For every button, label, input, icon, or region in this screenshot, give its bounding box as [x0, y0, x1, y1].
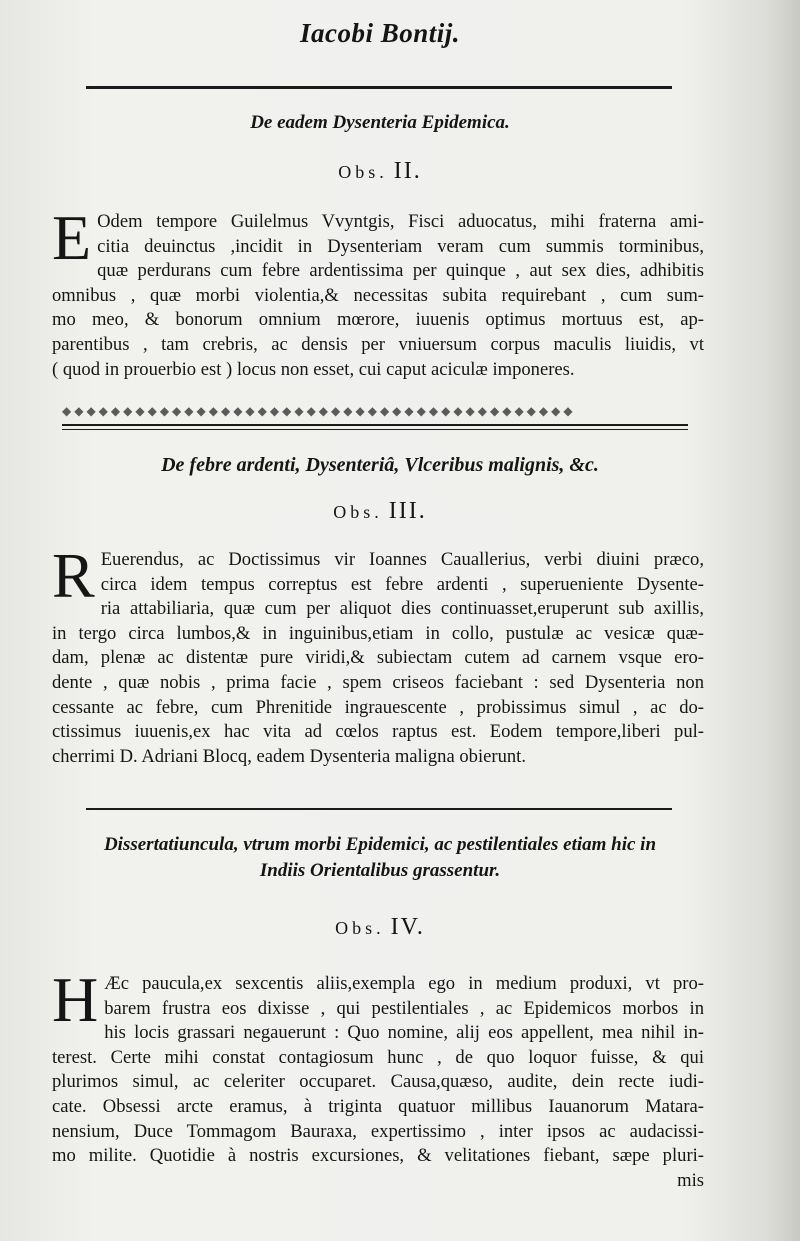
- paragraph-obs-2: [52, 202, 704, 382]
- text-line: ria attabiliaria, quæ cum per aliquot dies continuasset,eruperunt sub axillis,: [100, 598, 704, 620]
- section-title-line: Dissertatiuncula, vtrum morbi Epidemici, ac pestilentiales etiam hic in: [103, 834, 657, 855]
- text-line: in tergo circa lumbos,& in inguinibus,etiam in collo, pustulæ ac vesicæ quæ-: [52, 622, 704, 644]
- obs-number: IV.: [390, 914, 425, 940]
- text-line: mo meo, & bonorum omnium mœrore, iuuenis optimus mortuus est, ap-: [52, 309, 704, 331]
- obs-label: Obs.: [335, 918, 385, 938]
- obs-heading-3: [0, 498, 760, 525]
- section-rule: [86, 808, 672, 810]
- text-line: plurimos simul, ac celeriter occuparet. Causa,quæso, audite, dein recte iudi-: [52, 1071, 704, 1093]
- section-title-line: Indiis Orientalibus grassentur.: [259, 860, 501, 881]
- bleed-through-ornament: ◆◆◆◆◆◆◆◆◆◆◆◆◆◆◆◆◆◆◆◆◆◆◆◆◆◆◆◆◆◆◆◆◆◆◆◆◆◆◆◆◆◆: [62, 405, 576, 417]
- dropcap: E: [52, 202, 92, 273]
- text-line: Æc paucula,ex sexcentis aliis,exempla ego in medium produxi, vt pro-: [104, 973, 704, 994]
- text-line: cate. Obsessi arcte eramus, à triginta quatuor millibus Iauanorum Matara-: [52, 1095, 704, 1117]
- text-line: dam, plenæ ac distentæ pure viridi,& subiectam cutem ad carnem vsque ero-: [52, 647, 704, 669]
- text-line: mo milite. Quotidie à nostris excursiones, & velitationes fiebant, sæpe pluri-: [52, 1145, 704, 1167]
- text-line: Euerendus, ac Doctissimus vir Ioannes Cauallerius, verbi diuini præco,: [100, 549, 704, 570]
- text-line: barem frustra eos dixisse , qui pestilentiales , ac Epidemicos morbos in: [104, 997, 704, 1019]
- text-line: ( quod in prouerbio est ) locus non esset, cui caput aciculæ imponeres.: [52, 358, 575, 380]
- obs-number: III.: [388, 498, 427, 524]
- dropcap: H: [52, 964, 99, 1035]
- section-rule: [62, 424, 688, 426]
- catchword: mis: [677, 1169, 704, 1191]
- text-line: cessante ac febre, cum Phrenitide ingrauescente , probissimus simul , ac do-: [52, 696, 704, 718]
- obs-label: Obs.: [338, 162, 388, 182]
- text-line: Odem tempore Guilelmus Vvyntgis, Fisci aduocatus, mihi fraterna ami-: [97, 211, 704, 232]
- header-rule: [86, 86, 672, 89]
- text-line: cherrimi D. Adriani Blocq, eadem Dysenteria maligna obierunt.: [52, 745, 526, 767]
- text-line: omnibus , quæ morbi violentia,& necessitas subita requirebant , cum sum-: [52, 284, 704, 306]
- dropcap: R: [52, 540, 95, 611]
- section-title-obs-3: De febre ardenti, Dysenteriâ, Vlceribus malignis, &c.: [161, 454, 599, 476]
- section-title-obs-2: De eadem Dysenteria Epidemica.: [250, 112, 510, 133]
- text-line: citia deuinctus ,incidit in Dysenteriam veram cum summis torminibus,: [97, 235, 704, 257]
- text-line: his locis grassari negauerunt : Quo nomine, alij eos appellent, mea nihil in-: [104, 1022, 704, 1044]
- paragraph-obs-3: [52, 540, 704, 769]
- text-line: terest. Certe mihi constat contagiosum hunc , de quo loquor fuisse, & qui: [52, 1046, 704, 1068]
- text-line: ctissimus iuuenis,ex hac vita ad cœlos raptus est. Eodem tempore,liberi pul-: [52, 721, 704, 743]
- text-line: dente , quæ nobis , prima facie , spem criseos faciebant : sed Dysenteria non: [52, 671, 704, 693]
- obs-heading-2: [0, 158, 760, 185]
- text-line: circa idem tempus correptus est febre ardenti , superueniente Dysente-: [100, 573, 704, 595]
- paragraph-obs-4: [52, 964, 704, 1193]
- running-head: Iacobi Bontij.: [299, 18, 461, 48]
- obs-number: II.: [393, 158, 422, 184]
- obs-heading-4: [0, 914, 760, 941]
- obs-label: Obs.: [333, 502, 383, 522]
- text-line: parentibus , tam crebris, ac densis per vniuersum corpus maculis liuidis, vt: [52, 333, 704, 355]
- section-title-obs-4: [40, 832, 720, 884]
- text-line: nensium, Duce Tommagom Bauraxa, expertissimo , inter ipsos ac audacissi-: [52, 1120, 704, 1142]
- text-line: quæ perdurans cum febre ardentissima per quinque , aut sex dies, adhibitis: [97, 260, 704, 282]
